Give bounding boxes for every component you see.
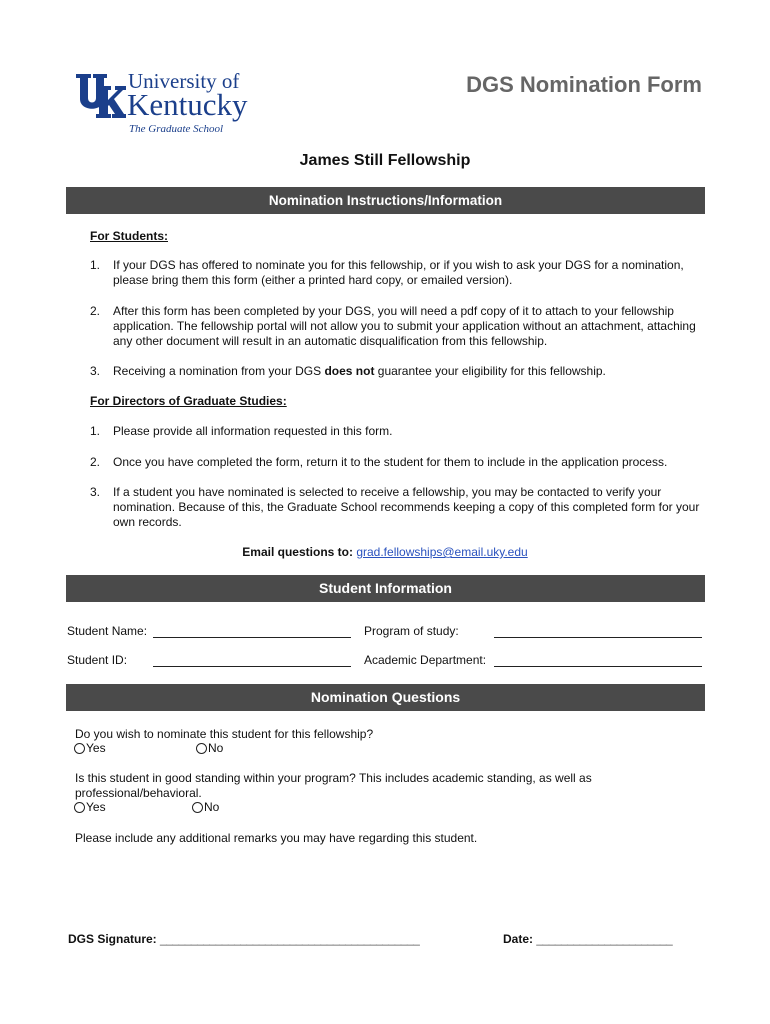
date-label: Date: bbox=[503, 932, 534, 946]
radio-label: Yes bbox=[86, 800, 106, 814]
radio-label: Yes bbox=[86, 741, 106, 755]
item-number: 1. bbox=[90, 424, 101, 438]
student-instruction-1 bbox=[90, 258, 705, 288]
item-text: If a student you have nominated is selected to receive a fellowship, you may be contacted to verify your nomination. Because of this, the Graduate School recommends keeping a copy of this completed form for your own records. bbox=[113, 485, 700, 529]
logo-university-of: University of bbox=[128, 69, 240, 93]
item-text-start: Receiving a nomination from your DGS bbox=[113, 364, 325, 378]
radio-circle-icon bbox=[196, 743, 207, 754]
item-number: 1. bbox=[90, 258, 101, 272]
dgs-instruction-2 bbox=[90, 455, 705, 470]
instructions-section-bar: Nomination Instructions/Information bbox=[66, 187, 705, 214]
student-instruction-3 bbox=[90, 364, 705, 379]
remarks-prompt: Please include any additional remarks you may have regarding this student. bbox=[75, 831, 478, 845]
nominate-yes-radio[interactable] bbox=[74, 741, 106, 755]
item-number: 2. bbox=[90, 304, 101, 318]
student-instruction-2 bbox=[90, 304, 705, 349]
date-line: ______________________ bbox=[536, 932, 673, 946]
dgs-heading: For Directors of Graduate Studies: bbox=[90, 394, 287, 408]
item-text-emphasis: does not bbox=[324, 364, 375, 378]
logo-graduate-school: The Graduate School bbox=[129, 123, 224, 135]
email-link[interactable]: grad.fellowships@email.uky.edu bbox=[356, 545, 528, 559]
radio-label: No bbox=[204, 800, 220, 814]
standing-no-radio[interactable] bbox=[192, 800, 219, 814]
nominate-no-radio[interactable] bbox=[196, 741, 223, 755]
program-of-study-label: Program of study: bbox=[364, 624, 459, 638]
student-name-field[interactable] bbox=[153, 637, 351, 638]
students-heading: For Students: bbox=[90, 229, 168, 243]
program-of-study-field[interactable] bbox=[494, 637, 702, 638]
email-label: Email questions to: bbox=[242, 545, 353, 559]
item-text: Please provide all information requested in this form. bbox=[113, 424, 393, 438]
radio-label: No bbox=[208, 741, 224, 755]
item-number: 2. bbox=[90, 455, 101, 469]
date-field[interactable] bbox=[503, 932, 672, 946]
dgs-instruction-3 bbox=[90, 485, 705, 530]
radio-circle-icon bbox=[192, 802, 203, 813]
item-number: 3. bbox=[90, 485, 101, 499]
form-title: DGS Nomination Form bbox=[466, 72, 702, 97]
student-name-label: Student Name: bbox=[67, 624, 148, 638]
standing-yes-radio[interactable] bbox=[74, 800, 106, 814]
student-id-field[interactable] bbox=[153, 666, 351, 667]
uk-logo-icon bbox=[76, 72, 126, 118]
item-text bbox=[113, 364, 705, 379]
academic-department-label: Academic Department: bbox=[364, 653, 487, 667]
dgs-signature-line: __________________________________________ bbox=[160, 932, 420, 946]
dgs-signature-field[interactable] bbox=[68, 932, 419, 946]
radio-circle-icon bbox=[74, 802, 85, 813]
nomination-section-bar: Nomination Questions bbox=[66, 684, 705, 711]
question-nominate: Do you wish to nominate this student for this fellowship? bbox=[75, 727, 374, 741]
student-id-label: Student ID: bbox=[67, 653, 128, 667]
item-text: Once you have completed the form, return it to the student for them to include in the application process. bbox=[113, 455, 668, 469]
student-info-section-bar: Student Information bbox=[66, 575, 705, 602]
dgs-signature-label: DGS Signature: bbox=[68, 932, 157, 946]
remarks-area[interactable] bbox=[75, 850, 705, 920]
academic-department-field[interactable] bbox=[494, 666, 702, 667]
item-text: If your DGS has offered to nominate you for this fellowship, or if you wish to ask your DGS for a nomination, please bring them this form (either a printed hard copy, or emailed version). bbox=[113, 258, 684, 287]
fellowship-title: James Still Fellowship bbox=[299, 152, 471, 169]
logo-kentucky: Kentucky bbox=[127, 87, 248, 122]
item-text-end: guarantee your eligibility for this fellowship. bbox=[374, 364, 606, 378]
email-questions-line bbox=[0, 545, 770, 559]
dgs-instruction-1 bbox=[90, 424, 705, 439]
item-text: After this form has been completed by your DGS, you will need a pdf copy of it to attach to your fellowship application. The fellowship portal will not allow you to submit your application without an attachment, attaching any other document will result in an automatic disqualification from this fellowship. bbox=[113, 304, 696, 348]
item-number: 3. bbox=[90, 364, 101, 378]
question-good-standing: Is this student in good standing within your program? This includes academic standing, as well as professional/behavioral. bbox=[75, 771, 592, 800]
radio-circle-icon bbox=[74, 743, 85, 754]
